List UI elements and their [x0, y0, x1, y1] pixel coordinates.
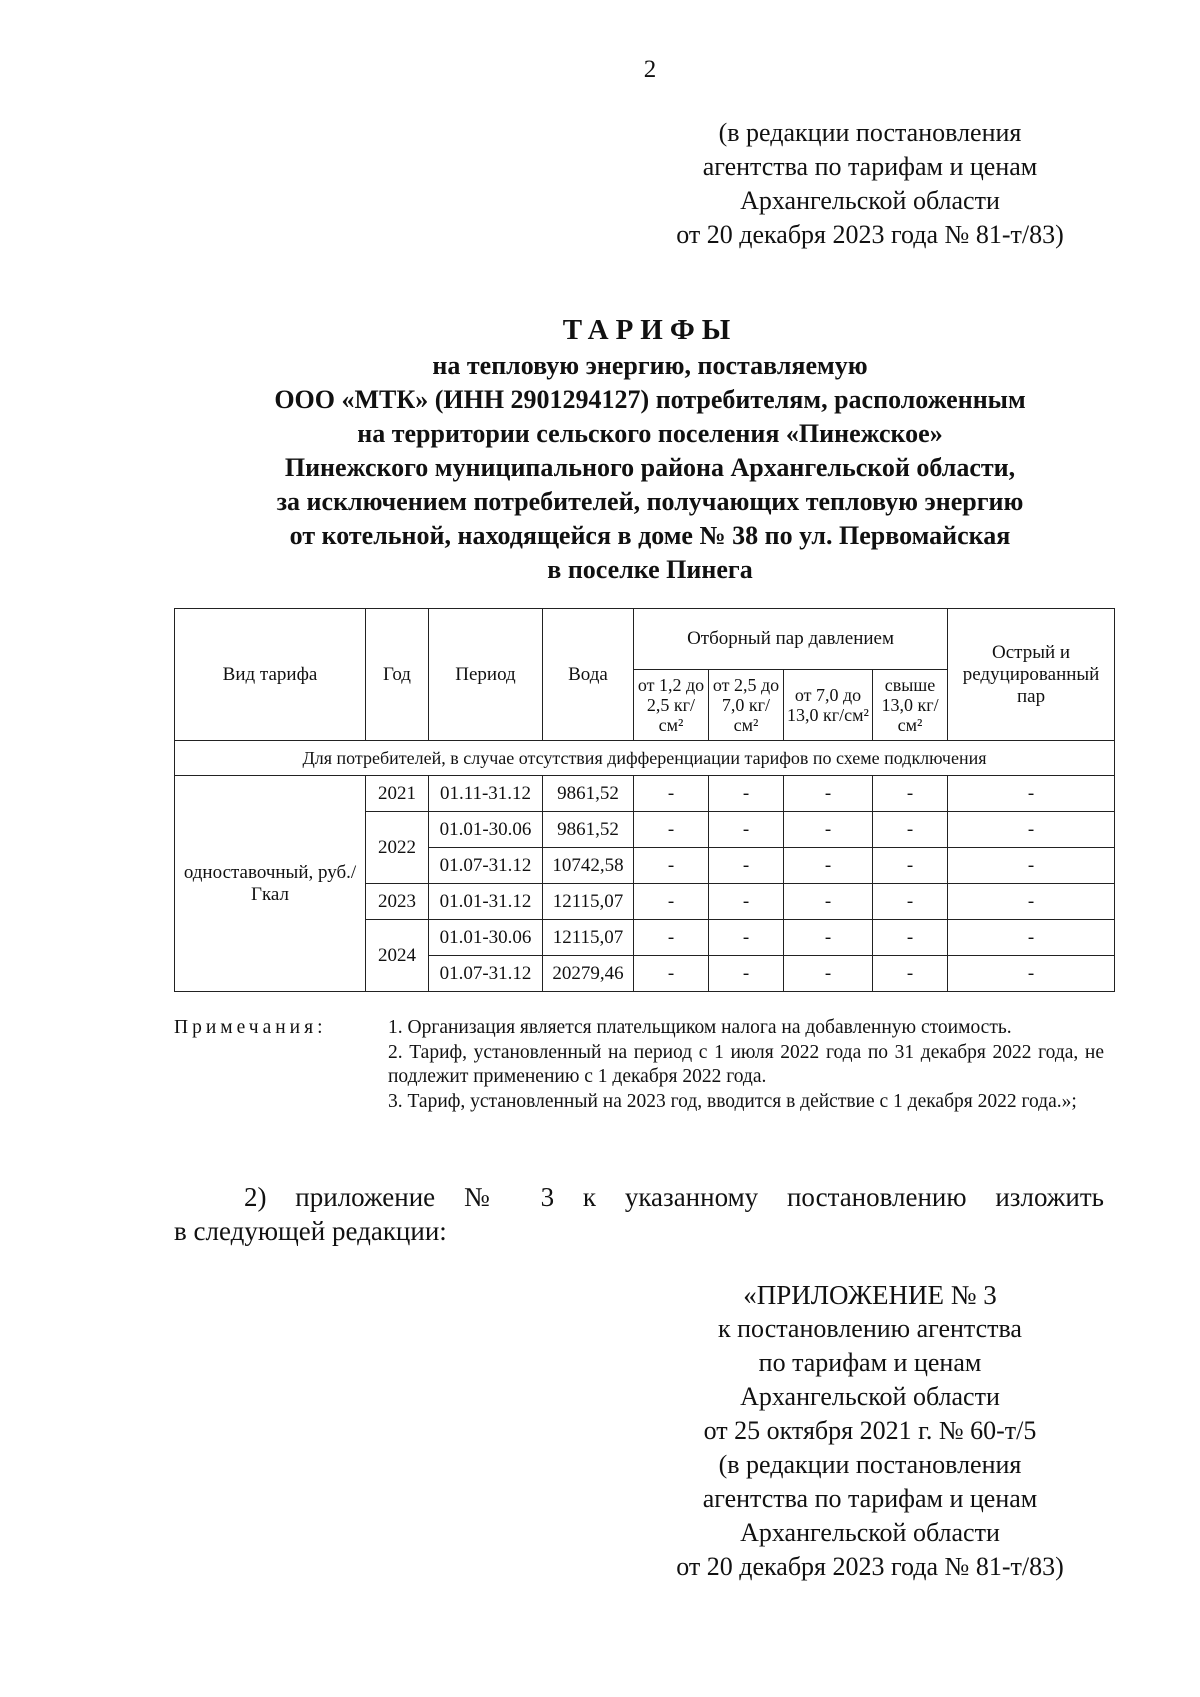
steam-cell: -	[634, 920, 709, 956]
title-line: на территории сельского поселения «Пинежское»	[357, 419, 943, 448]
note-item: 3. Тариф, установленный на 2023 год, вводится в действие с 1 декабря 2022 года.»;	[388, 1090, 1077, 1112]
steam-cell: -	[709, 848, 784, 884]
appendix-block	[640, 1278, 1100, 1584]
year-cell: 2022	[366, 812, 429, 884]
appendix-line: агентства по тарифам и ценам	[702, 1484, 1038, 1513]
header-water: Вода	[543, 609, 634, 741]
sharp-cell: -	[948, 848, 1115, 884]
water-cell: 12115,07	[543, 920, 634, 956]
edition-line: агентства по тарифам и ценам	[702, 152, 1038, 181]
steam-cell: -	[873, 920, 948, 956]
water-cell: 12115,07	[543, 884, 634, 920]
header-steam-4: свыше 13,0 кг/см²	[873, 670, 948, 741]
header-year: Год	[366, 609, 429, 741]
steam-cell: -	[709, 812, 784, 848]
steam-cell: -	[784, 812, 873, 848]
edition-block	[640, 116, 1100, 252]
steam-cell: -	[634, 812, 709, 848]
period-cell: 01.07-31.12	[429, 848, 543, 884]
note-item: 2. Тариф, установленный на период с 1 июля 2022 года по 31 декабря 2022 года, не подлежит применению с 1 декабря 2022 года.	[388, 1041, 1104, 1087]
title-main: ТАРИФЫ	[562, 314, 738, 346]
steam-cell: -	[709, 956, 784, 992]
water-cell: 9861,52	[543, 776, 634, 812]
year-cell: 2024	[366, 920, 429, 992]
period-cell: 01.07-31.12	[429, 956, 543, 992]
paragraph-2	[174, 1180, 1104, 1248]
steam-cell: -	[873, 776, 948, 812]
year-cell: 2021	[366, 776, 429, 812]
sharp-cell: -	[948, 776, 1115, 812]
steam-cell: -	[634, 884, 709, 920]
appendix-line: к постановлению агентства	[718, 1314, 1022, 1343]
period-cell: 01.01-30.06	[429, 812, 543, 848]
period-cell: 01.11-31.12	[429, 776, 543, 812]
steam-cell: -	[873, 812, 948, 848]
steam-cell: -	[784, 848, 873, 884]
title-line: Пинежского муниципального района Архангельской области,	[284, 453, 1016, 482]
steam-cell: -	[784, 776, 873, 812]
header-tariff-type: Вид тарифа	[175, 609, 366, 741]
year-cell: 2023	[366, 884, 429, 920]
appendix-line: от 25 октября 2021 г. № 60-т/5	[703, 1416, 1037, 1445]
header-period: Период	[429, 609, 543, 741]
appendix-line: «ПРИЛОЖЕНИЕ № 3	[743, 1280, 997, 1310]
sharp-cell: -	[948, 812, 1115, 848]
title-line: ООО «МТК» (ИНН 2901294127) потребителям, расположенным	[274, 385, 1026, 414]
appendix-line: Архангельской области	[740, 1518, 1000, 1547]
header-steam-1: от 1,2 до 2,5 кг/см²	[634, 670, 709, 741]
steam-cell: -	[873, 884, 948, 920]
appendix-line: по тарифам и ценам	[758, 1348, 982, 1377]
steam-cell: -	[634, 956, 709, 992]
steam-cell: -	[873, 956, 948, 992]
water-cell: 20279,46	[543, 956, 634, 992]
paragraph-2-line: в следующей редакции:	[174, 1216, 447, 1246]
table-row	[175, 776, 1115, 812]
header-steam-3: от 7,0 до 13,0 кг/см²	[784, 670, 873, 741]
sharp-cell: -	[948, 920, 1115, 956]
appendix-line: Архангельской области	[740, 1382, 1000, 1411]
document-title	[160, 313, 1140, 587]
paragraph-2-line: 2) приложение № 3 к указанному постановлению изложить	[244, 1182, 1104, 1212]
period-cell: 01.01-30.06	[429, 920, 543, 956]
sharp-cell: -	[948, 956, 1115, 992]
appendix-line: от 20 декабря 2023 года № 81-т/83)	[676, 1552, 1064, 1581]
steam-cell: -	[709, 884, 784, 920]
steam-cell: -	[709, 920, 784, 956]
notes-label: Примечания:	[174, 1017, 327, 1038]
header-steam-group: Отборный пар давлением	[634, 609, 948, 670]
period-cell: 01.01-31.12	[429, 884, 543, 920]
tariff-table	[174, 608, 1115, 992]
title-line: на тепловую энергию, поставляемую	[432, 351, 868, 380]
sharp-cell: -	[948, 884, 1115, 920]
header-sharp-steam: Острый и редуцированный пар	[948, 609, 1115, 741]
steam-cell: -	[873, 848, 948, 884]
edition-line: от 20 декабря 2023 года № 81-т/83)	[676, 220, 1064, 249]
steam-cell: -	[709, 776, 784, 812]
edition-line: Архангельской области	[740, 186, 1000, 215]
title-line: от котельной, находящейся в доме № 38 по ул. Первомайская	[289, 521, 1011, 550]
title-line: в поселке Пинега	[547, 555, 753, 584]
edition-line: (в редакции постановления	[718, 118, 1022, 147]
note-item: 1. Организация является плательщиком налога на добавленную стоимость.	[388, 1017, 1012, 1038]
section-note: Для потребителей, в случае отсутствия дифференциации тарифов по схеме подключения	[175, 741, 1115, 776]
steam-cell: -	[784, 884, 873, 920]
title-line: за исключением потребителей, получающих тепловую энергию	[276, 487, 1024, 516]
notes-list	[388, 1016, 1104, 1114]
page-number: 2	[643, 56, 657, 83]
water-cell: 10742,58	[543, 848, 634, 884]
steam-cell: -	[634, 848, 709, 884]
steam-cell: -	[784, 920, 873, 956]
steam-cell: -	[784, 956, 873, 992]
appendix-line: (в редакции постановления	[718, 1450, 1022, 1479]
steam-cell: -	[634, 776, 709, 812]
water-cell: 9861,52	[543, 812, 634, 848]
tariff-type-cell: одноставочный, руб./Гкал	[175, 776, 366, 992]
header-steam-2: от 2,5 до 7,0 кг/см²	[709, 670, 784, 741]
